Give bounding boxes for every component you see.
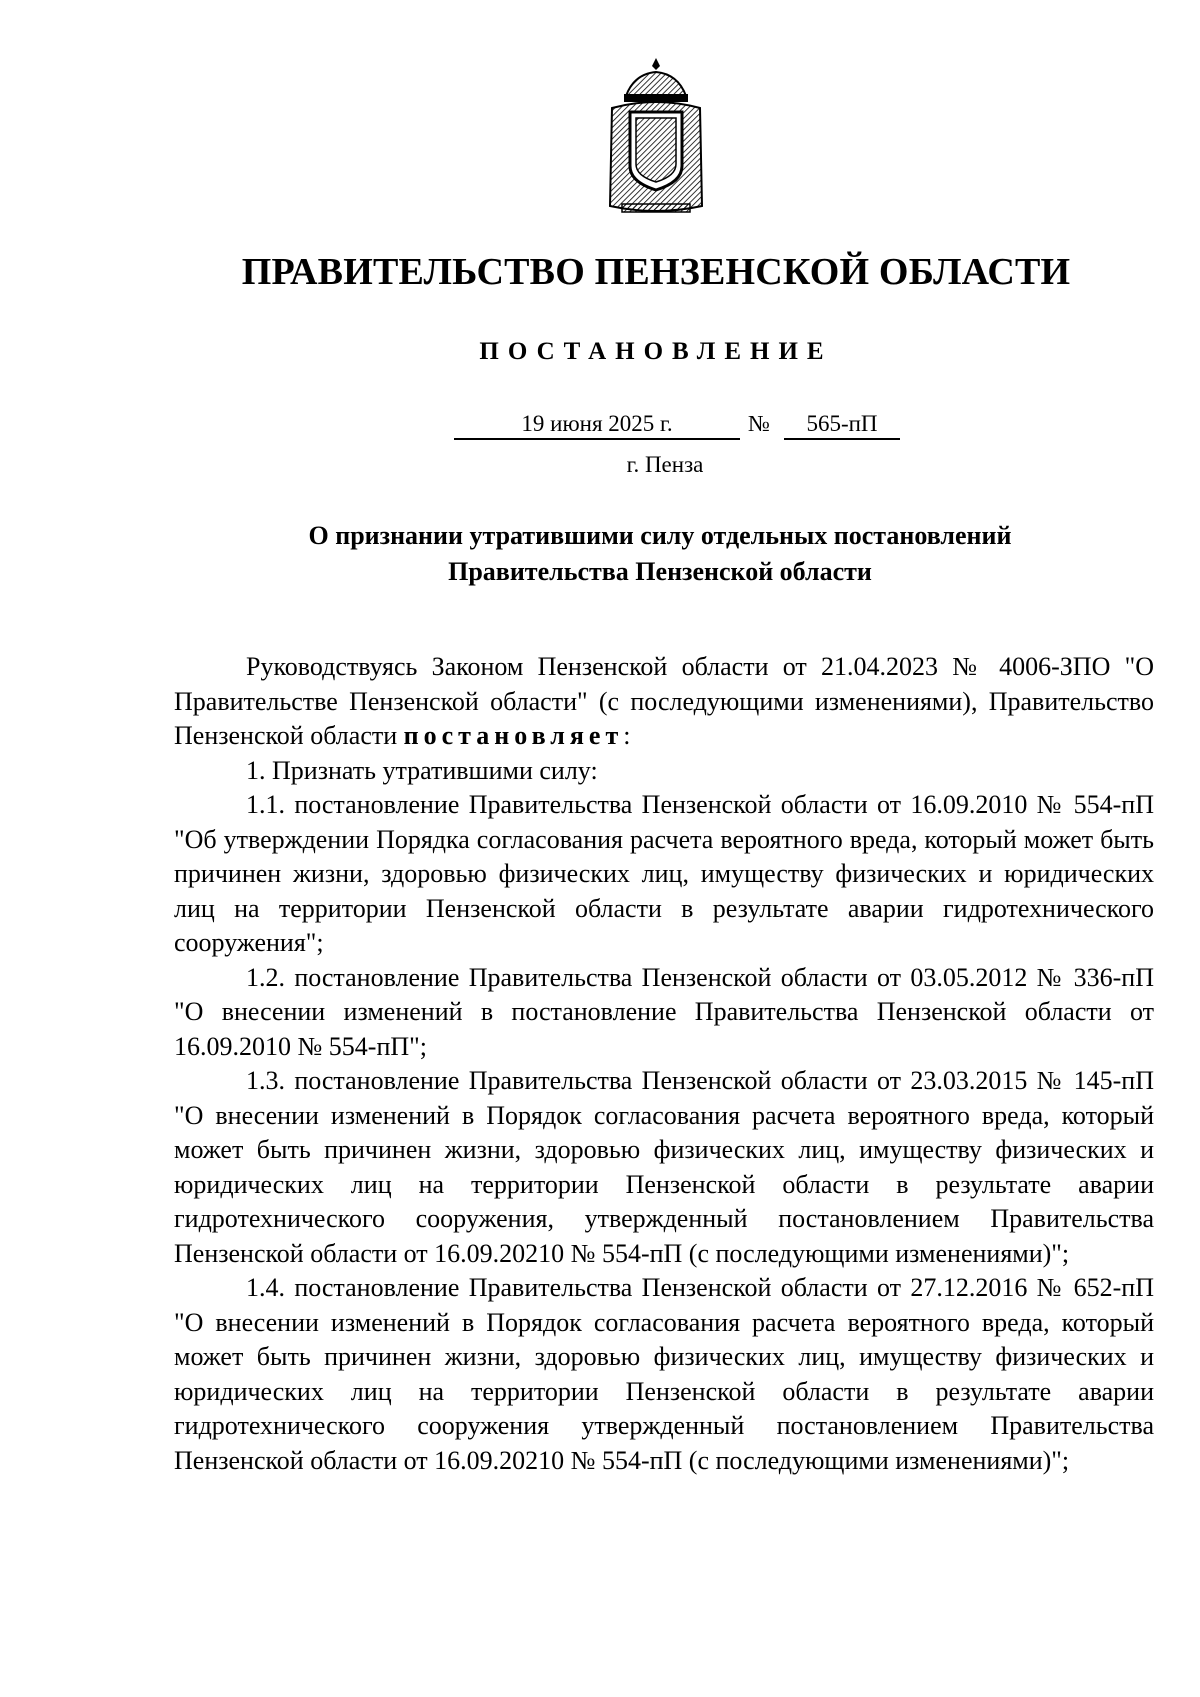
coat-of-arms-emblem	[604, 56, 708, 216]
document-type: ПОСТАНОВЛЕНИЕ	[479, 338, 833, 365]
preamble-text: Руководствуясь Законом Пензенской области от 21.04.2023 № 4006-ЗПО "О Правительстве Пензенской области" (с последующими изменениями), Правительство Пензенской области	[174, 652, 1154, 750]
document-body	[174, 650, 1154, 1478]
decree-word: постановляет	[403, 721, 624, 750]
document-city: г. Пенза	[626, 452, 704, 477]
item-1-3: 1.3. постановление Правительства Пензенской области от 23.03.2015 № 145-пП "О внесении изменений в Порядок согласования расчета вероятного вреда, который может быть причинен жизни, здоровью физических лиц, имуществу физических и юридических лиц на территории Пензенской области в результате аварии гидротехнического сооружения, утвержденный постановлением Правительства Пензенской области от 16.09.20210 № 554-пП (с последующими изменениями)";	[174, 1066, 1154, 1268]
item-1: 1. Признать утратившими силу:	[246, 755, 598, 785]
item-1-4: 1.4. постановление Правительства Пензенской области от 27.12.2016 № 652-пП "О внесении изменений в Порядок согласования расчета вероятного вреда, который может быть причинен жизни, здоровью физических лиц, имуществу физических и юридических лиц на территории Пензенской области в результате аварии гидротехнического сооружения утвержденный постановлением Правительства Пензенской области от 16.09.20210 № 554-пП (с последующими изменениями)";	[174, 1273, 1154, 1475]
subject-line-1: О признании утратившими силу отдельных постановлений	[308, 521, 1012, 550]
document-date: 19 июня 2025 г.	[454, 410, 740, 440]
item-1-2: 1.2. постановление Правительства Пензенской области от 03.05.2012 № 336-пП "О внесении изменений в постановление Правительства Пензенской области от 16.09.2010 № 554-пП";	[174, 962, 1154, 1061]
government-name: ПРАВИТЕЛЬСТВО ПЕНЗЕНСКОЙ ОБЛАСТИ	[241, 251, 1071, 293]
document-number: 565-пП	[784, 410, 900, 440]
subject-line-2: Правительства Пензенской области	[448, 557, 872, 586]
number-sign: №	[748, 411, 770, 436]
item-1-1: 1.1. постановление Правительства Пензенской области от 16.09.2010 № 554-пП "Об утверждении Порядка согласования расчета вероятного вреда, который может быть причинен жизни, здоровью физических лиц, имуществу физических и юридических лиц на территории Пензенской области в результате аварии гидротехнического сооружения";	[174, 790, 1154, 957]
preamble-end: :	[623, 721, 631, 750]
preamble-paragraph	[174, 650, 1154, 754]
document-subject	[220, 518, 1100, 590]
